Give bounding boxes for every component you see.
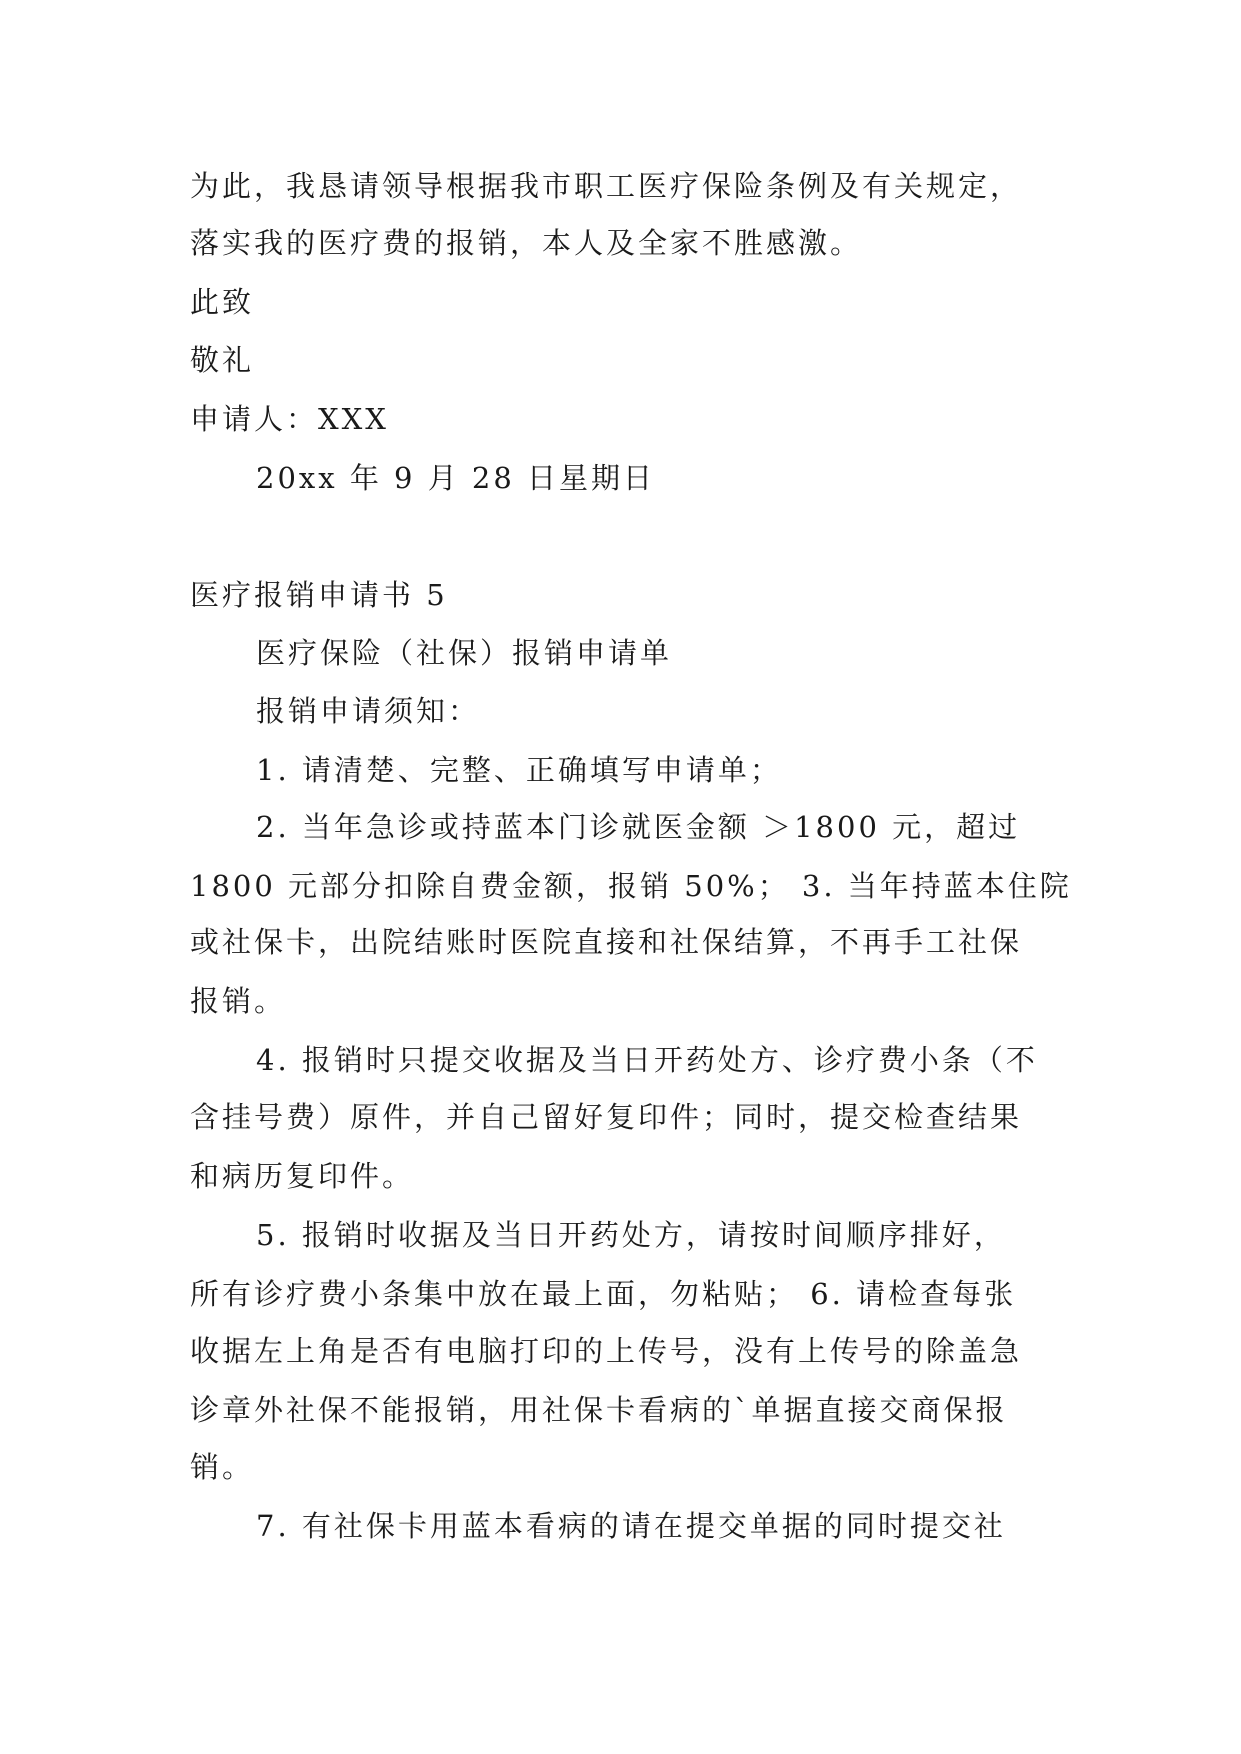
notice-item-continued: 收据左上角是否有电脑打印的上传号，没有上传号的除盖急 [190, 1334, 1023, 1368]
notice-item-continued: 1800 元部分扣除自费金额，报销 50%； 3. 当年持蓝本住院 [190, 869, 1072, 903]
date-line: 20xx 年 9 月 28 日星期日 [256, 461, 656, 495]
notice-item-continued: 所有诊疗费小条集中放在最上面，勿粘贴； 6. 请检查每张 [190, 1277, 1017, 1311]
closing-line: 敬礼 [190, 343, 255, 377]
paragraph-line: 为此，我恳请领导根据我市职工医疗保险条例及有关规定， [190, 169, 1023, 203]
notice-item-continued: 含挂号费）原件，并自己留好复印件；同时，提交检查结果 [190, 1100, 1023, 1134]
notice-item: 2. 当年急诊或持蓝本门诊就医金额 ＞1800 元，超过 [256, 810, 1021, 844]
notice-item: 7. 有社保卡用蓝本看病的请在提交单据的同时提交社 [256, 1509, 1006, 1543]
notice-item-continued: 销。 [190, 1450, 255, 1484]
form-title: 医疗保险（社保）报销申请单 [256, 636, 673, 670]
notice-heading: 报销申请须知： [256, 694, 481, 728]
notice-item: 1. 请清楚、完整、正确填写申请单； [256, 753, 782, 787]
applicant-line: 申请人：XXX [190, 402, 389, 436]
section-title: 医疗报销申请书 5 [190, 578, 448, 612]
notice-item: 4. 报销时只提交收据及当日开药处方、诊疗费小条（不 [256, 1043, 1038, 1077]
notice-item-continued: 报销。 [190, 984, 287, 1018]
closing-line: 此致 [190, 285, 255, 319]
paragraph-line: 落实我的医疗费的报销，本人及全家不胜感激。 [190, 226, 863, 260]
notice-item-continued: 或社保卡，出院结账时医院直接和社保结算，不再手工社保 [190, 925, 1023, 959]
notice-item-continued: 和病历复印件。 [190, 1159, 415, 1193]
notice-item: 5. 报销时收据及当日开药处方，请按时间顺序排好， [256, 1218, 1006, 1252]
notice-item-continued: 诊章外社保不能报销，用社保卡看病的`单据直接交商保报 [190, 1393, 1008, 1427]
